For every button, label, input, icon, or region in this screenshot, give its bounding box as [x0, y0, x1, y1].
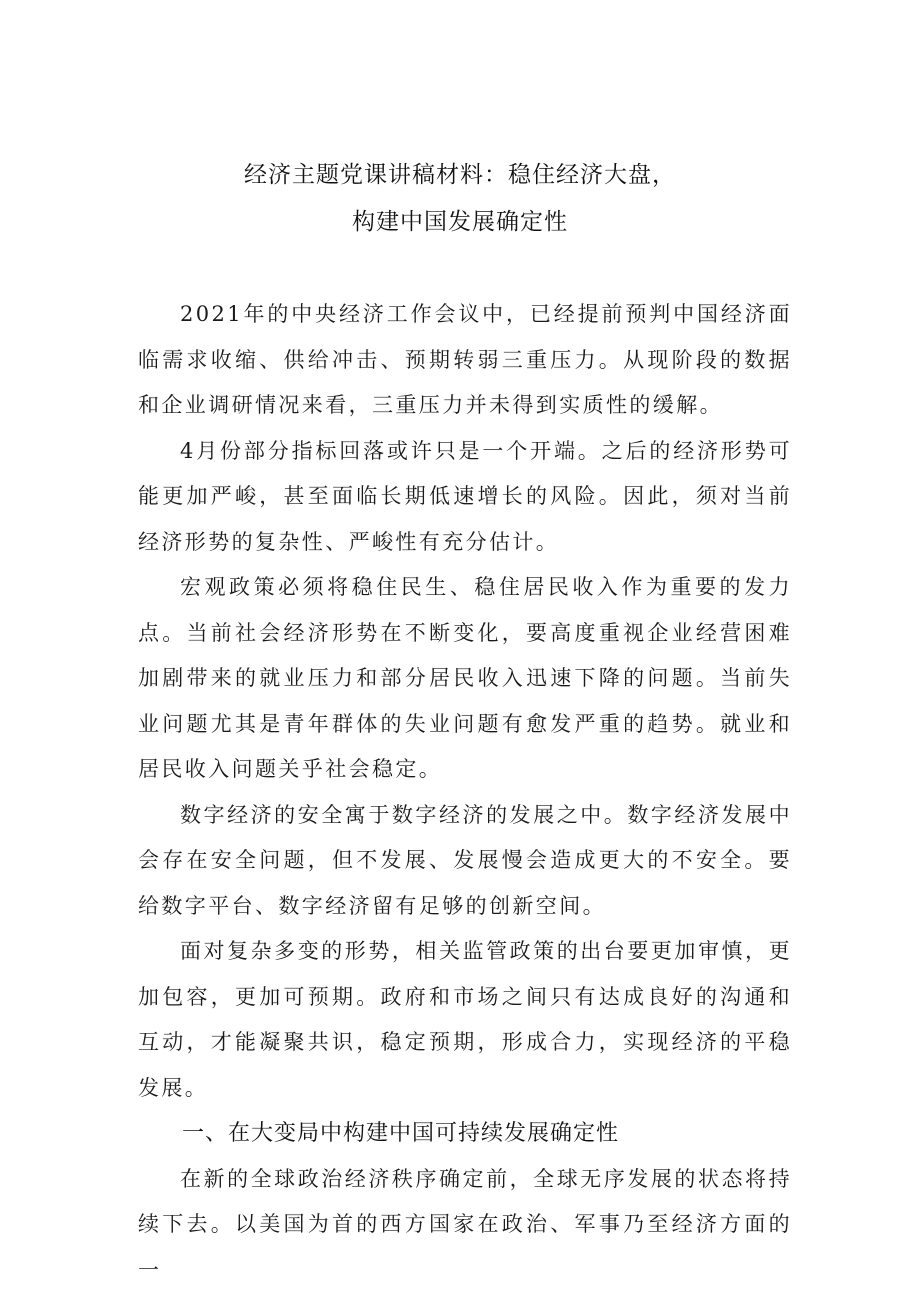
paragraph: 面对复杂多变的形势，相关监管政策的出台要更加审慎，更加包容，更加可预期。政府和市场之间只有达成良好的沟通和互动，才能凝聚共识，稳定预期，形成合力，实现经济的平稳发展。: [138, 939, 792, 1100]
section-heading: 一、在大变局中构建中国可持续发展确定性: [182, 1121, 620, 1146]
paragraph: 2021年的中央经济工作会议中，已经提前预判中国经济面临需求收缩、供给冲击、预期转弱三重压力。从现阶段的数据和企业调研情况来看，三重压力并未得到实质性的缓解。: [138, 302, 792, 417]
document-title-line-2: 构建中国发展确定性: [352, 209, 568, 235]
document-title-line-1: 经济主题党课讲稿材料：稳住经济大盘，: [244, 162, 676, 188]
paragraph: 数字经济的安全寓于数字经济的发展之中。数字经济发展中会存在安全问题，但不发展、发展慢会造成更大的不安全。要给数字平台、数字经济留有足够的创新空间。: [138, 802, 792, 918]
document-body: [138, 292, 792, 1293]
paragraph: 在新的全球政治经济秩序确定前，全球无序发展的状态将持续下去。以美国为首的西方国家在政治、军事乃至经济方面的一: [138, 1166, 792, 1282]
paragraph: 宏观政策必须将稳住民生、稳住居民收入作为重要的发力点。当前社会经济形势在不断变化，要高度重视企业经营困难加剧带来的就业压力和部分居民收入迅速下降的问题。当前失业问题尤其是青年群体的失业问题有愈发严重的趋势。就业和居民收入问题关乎社会稳定。: [138, 575, 792, 781]
paragraph: 4月份部分指标回落或许只是一个开端。之后的经济形势可能更加严峻，甚至面临长期低速增长的风险。因此，须对当前经济形势的复杂性、严峻性有充分估计。: [138, 438, 792, 554]
